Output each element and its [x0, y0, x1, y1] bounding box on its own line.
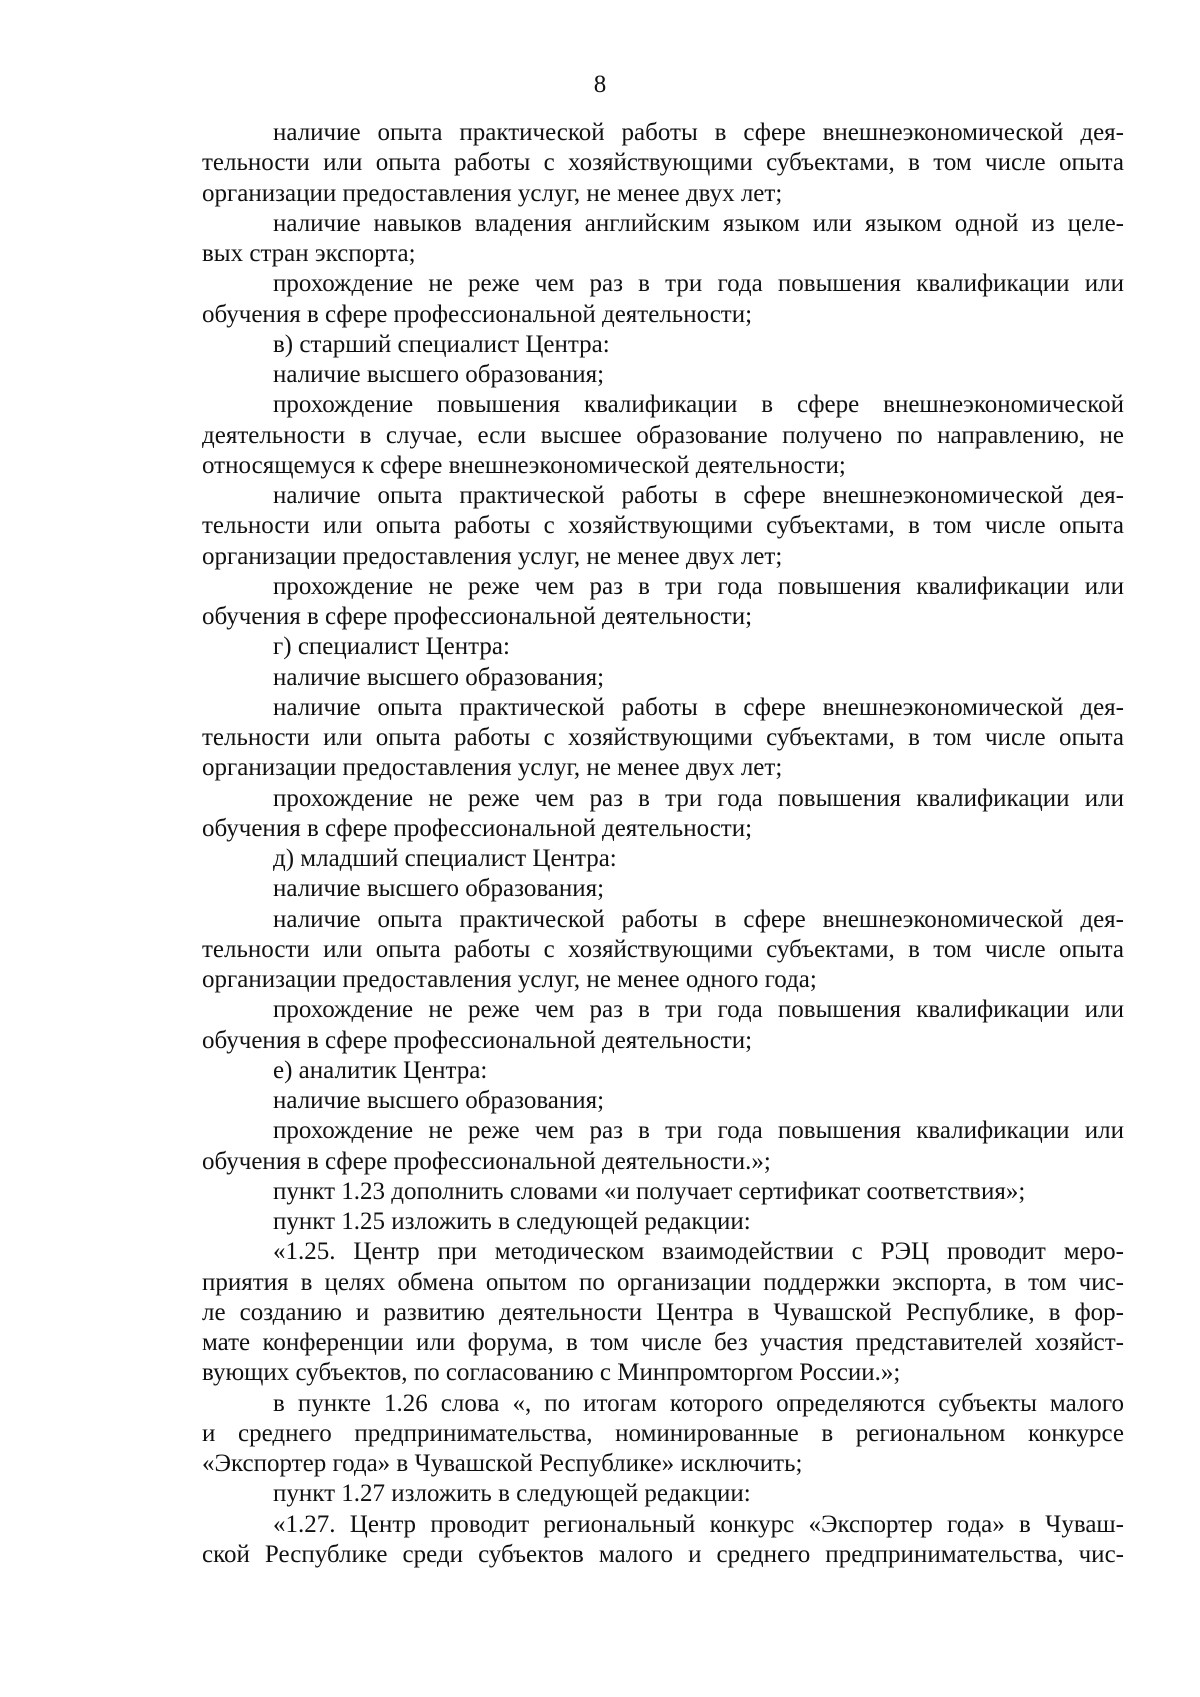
text-line: и среднего предпринимательства, номинированные в региональном конкурсе: [202, 1419, 1124, 1447]
text-line: наличие высшего образования;: [273, 663, 605, 691]
text-line: мате конференции или форума, в том числе без участия представителей хозяйст-: [202, 1329, 1124, 1356]
text-line: обучения в сфере профессиональной деятельности;: [202, 603, 753, 630]
text-line: прохождение не реже чем раз в три года повышения квалификации или: [273, 572, 1124, 600]
text-line: приятия в целях обмена опытом по организации поддержки экспорта, в том чис-: [202, 1268, 1124, 1296]
text-line: организации предоставления услуг, не менее двух лет;: [202, 179, 783, 207]
text-line: «Экспортер года» в Чувашской Республике» исключить;: [202, 1450, 803, 1477]
text-line: обучения в сфере профессиональной деятельности;: [202, 814, 753, 842]
text-line: прохождение повышения квалификации в сфере внешнеэкономической: [273, 391, 1124, 419]
text-line: наличие опыта практической работы в сфере внешнеэкономической дея-: [273, 693, 1124, 721]
text-line: вующих субъектов, по согласованию с Минпромторгом России.»;: [202, 1359, 901, 1387]
text-line: обучения в сфере профессиональной деятельности;: [202, 1026, 753, 1054]
text-line: е) аналитик Центра:: [273, 1056, 488, 1084]
text-line: деятельности в случае, если высшее образование получено по направлению, не: [202, 421, 1124, 449]
text-line: обучения в сфере профессиональной деятельности.»;: [202, 1147, 771, 1175]
text-line: ской Республике среди субъектов малого и среднего предпринимательства, чис-: [202, 1540, 1124, 1568]
text-line: наличие навыков владения английским языком или языком одной из целе-: [273, 209, 1124, 237]
document-body: [202, 118, 1124, 1570]
text-line: вых стран экспорта;: [202, 240, 416, 267]
text-line: в пункте 1.26 слова «, по итогам которого определяются субъекты малого: [273, 1389, 1124, 1417]
text-line: тельности или опыта работы с хозяйствующими субъектами, в том числе опыта: [202, 149, 1124, 177]
text-line: наличие опыта практической работы в сфере внешнеэкономической дея-: [273, 119, 1124, 146]
text-line: наличие высшего образования;: [273, 361, 605, 388]
text-line: наличие опыта практической работы в сфере внешнеэкономической дея-: [273, 905, 1124, 933]
text-line: пункт 1.27 изложить в следующей редакции:: [273, 1480, 751, 1508]
text-line: тельности или опыта работы с хозяйствующими субъектами, в том числе опыта: [202, 512, 1124, 540]
text-line: обучения в сфере профессиональной деятельности;: [202, 300, 753, 328]
text-line: пункт 1.25 изложить в следующей редакции:: [273, 1208, 751, 1235]
text-line: прохождение не реже чем раз в три года повышения квалификации или: [273, 784, 1124, 812]
text-line: г) специалист Центра:: [273, 633, 510, 661]
text-line: наличие опыта практической работы в сфере внешнеэкономической дея-: [273, 482, 1124, 509]
text-line: организации предоставления услуг, не менее одного года;: [202, 966, 817, 993]
text-line: тельности или опыта работы с хозяйствующими субъектами, в том числе опыта: [202, 724, 1124, 751]
text-line: д) младший специалист Центра:: [273, 845, 617, 872]
text-line: относящемуся к сфере внешнеэкономической деятельности;: [202, 451, 846, 479]
text-line: ле созданию и развитию деятельности Центра в Чувашской Республике, в фор-: [202, 1298, 1124, 1326]
text-line: «1.25. Центр при методическом взаимодействии с РЭЦ проводит меро-: [273, 1238, 1124, 1266]
text-line: организации предоставления услуг, не менее двух лет;: [202, 542, 783, 570]
text-line: организации предоставления услуг, не менее двух лет;: [202, 754, 783, 782]
text-line: наличие высшего образования;: [273, 1087, 605, 1114]
text-line: в) старший специалист Центра:: [273, 330, 610, 358]
page-number: 8: [593, 71, 607, 98]
text-line: наличие высшего образования;: [273, 875, 605, 903]
text-line: прохождение не реже чем раз в три года повышения квалификации или: [273, 1117, 1124, 1145]
text-line: «1.27. Центр проводит региональный конкурс «Экспортер года» в Чуваш-: [273, 1510, 1124, 1538]
text-line: пункт 1.23 дополнить словами «и получает сертификат соответствия»;: [273, 1177, 1026, 1205]
text-line: тельности или опыта работы с хозяйствующими субъектами, в том числе опыта: [202, 935, 1124, 963]
text-line: прохождение не реже чем раз в три года повышения квалификации или: [273, 996, 1124, 1024]
text-line: прохождение не реже чем раз в три года повышения квалификации или: [273, 270, 1124, 298]
